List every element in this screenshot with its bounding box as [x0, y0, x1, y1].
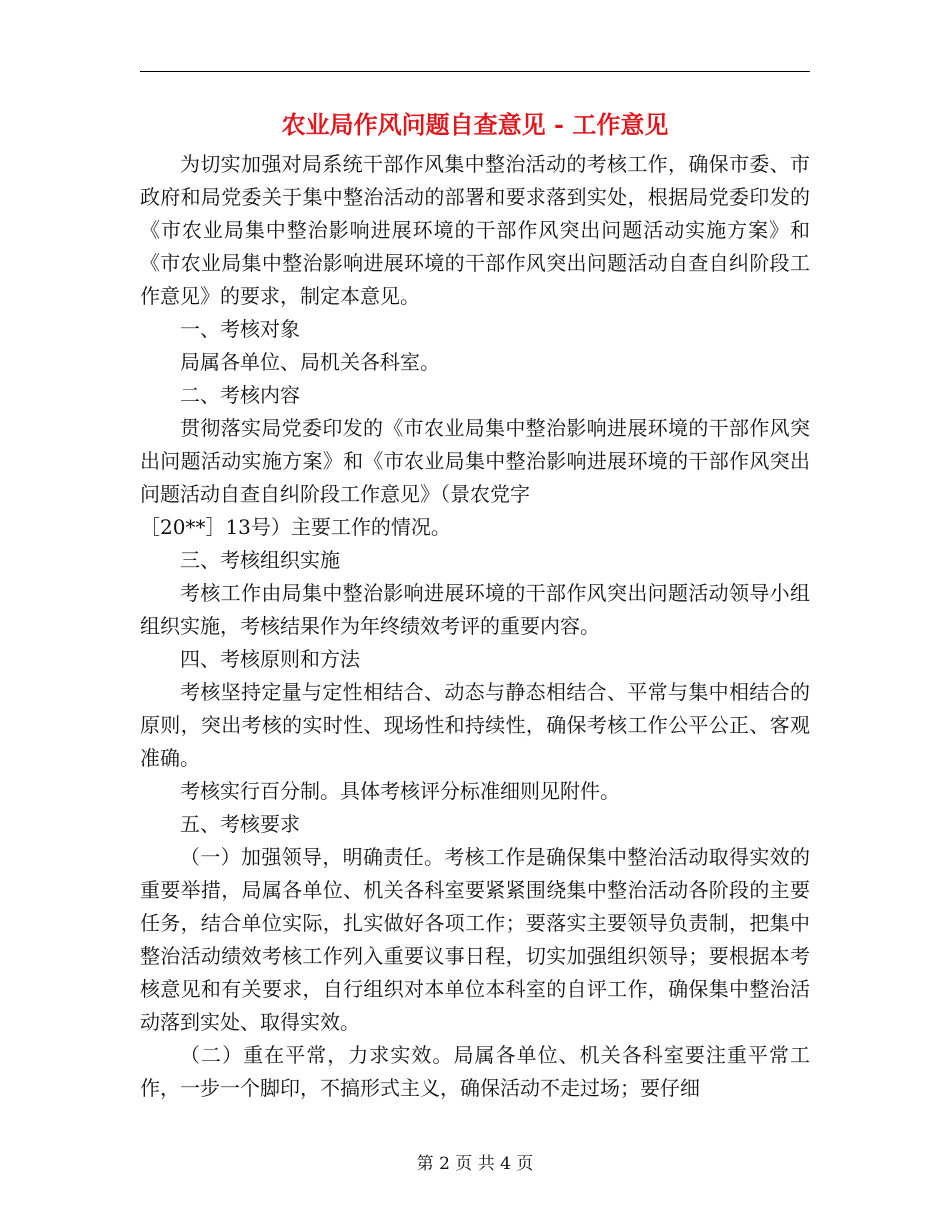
- document-title: 农业局作风问题自查意见 - 工作意见: [281, 110, 669, 139]
- section-heading-3: 三、考核组织实施: [180, 548, 340, 572]
- paragraph: 考核坚持定量与定性相结合、动态与静态相结合、平常与集中相结合的原则，突出考核的实时性、现场性和持续性，确保考核工作公平公正、客观准确。: [140, 680, 810, 770]
- header-rule: [140, 71, 810, 72]
- paragraph-continuation: ［20**］13号）主要工作的情况。: [140, 515, 451, 539]
- paragraph: 考核实行百分制。具体考核评分标准细则见附件。: [180, 779, 620, 803]
- paragraph-intro: 为切实加强对局系统干部作风集中整治活动的考核工作，确保市委、市政府和局党委关于集中整治活动的部署和要求落到实处，根据局党委印发的《市农业局集中整治影响进展环境的干部作风突出问题活动实施方案》和《市农业局集中整治影响进展环境的干部作风突出问题活动自查自纠阶段工作意见》的要求，制定本意见。: [140, 152, 810, 308]
- section-heading-5: 五、考核要求: [180, 812, 300, 836]
- paragraph: 局属各单位、局机关各科室。: [180, 350, 440, 374]
- section-heading-4: 四、考核原则和方法: [180, 647, 360, 671]
- paragraph: （一）加强领导，明确责任。考核工作是确保集中整治活动取得实效的重要举措，局属各单位、机关各科室要紧紧围绕集中整治活动各阶段的主要任务，结合单位实际，扎实做好各项工作；要落实主要领导负责制，把集中整治活动绩效考核工作列入重要议事日程，切实加强组织领导；要根据本考核意见和有关要求，自行组织对本单位本科室的自评工作，确保集中整治活动落到实处、取得实效。: [140, 845, 810, 1034]
- paragraph: （二）重在平常，力求实效。局属各单位、机关各科室要注重平常工作，一步一个脚印，不搞形式主义，确保活动不走过场；要仔细: [140, 1043, 810, 1100]
- page-number-footer: 第 2 页 共 4 页: [416, 1154, 534, 1174]
- paragraph: 贯彻落实局党委印发的《市农业局集中整治影响进展环境的干部作风突出问题活动实施方案》和《市农业局集中整治影响进展环境的干部作风突出问题活动自查自纠阶段工作意见》（景农党字: [140, 416, 810, 506]
- section-heading-2: 二、考核内容: [180, 383, 300, 407]
- document-body: [140, 148, 810, 1105]
- section-heading-1: 一、考核对象: [180, 317, 300, 341]
- paragraph: 考核工作由局集中整治影响进展环境的干部作风突出问题活动领导小组组织实施，考核结果作为年终绩效考评的重要内容。: [140, 581, 810, 638]
